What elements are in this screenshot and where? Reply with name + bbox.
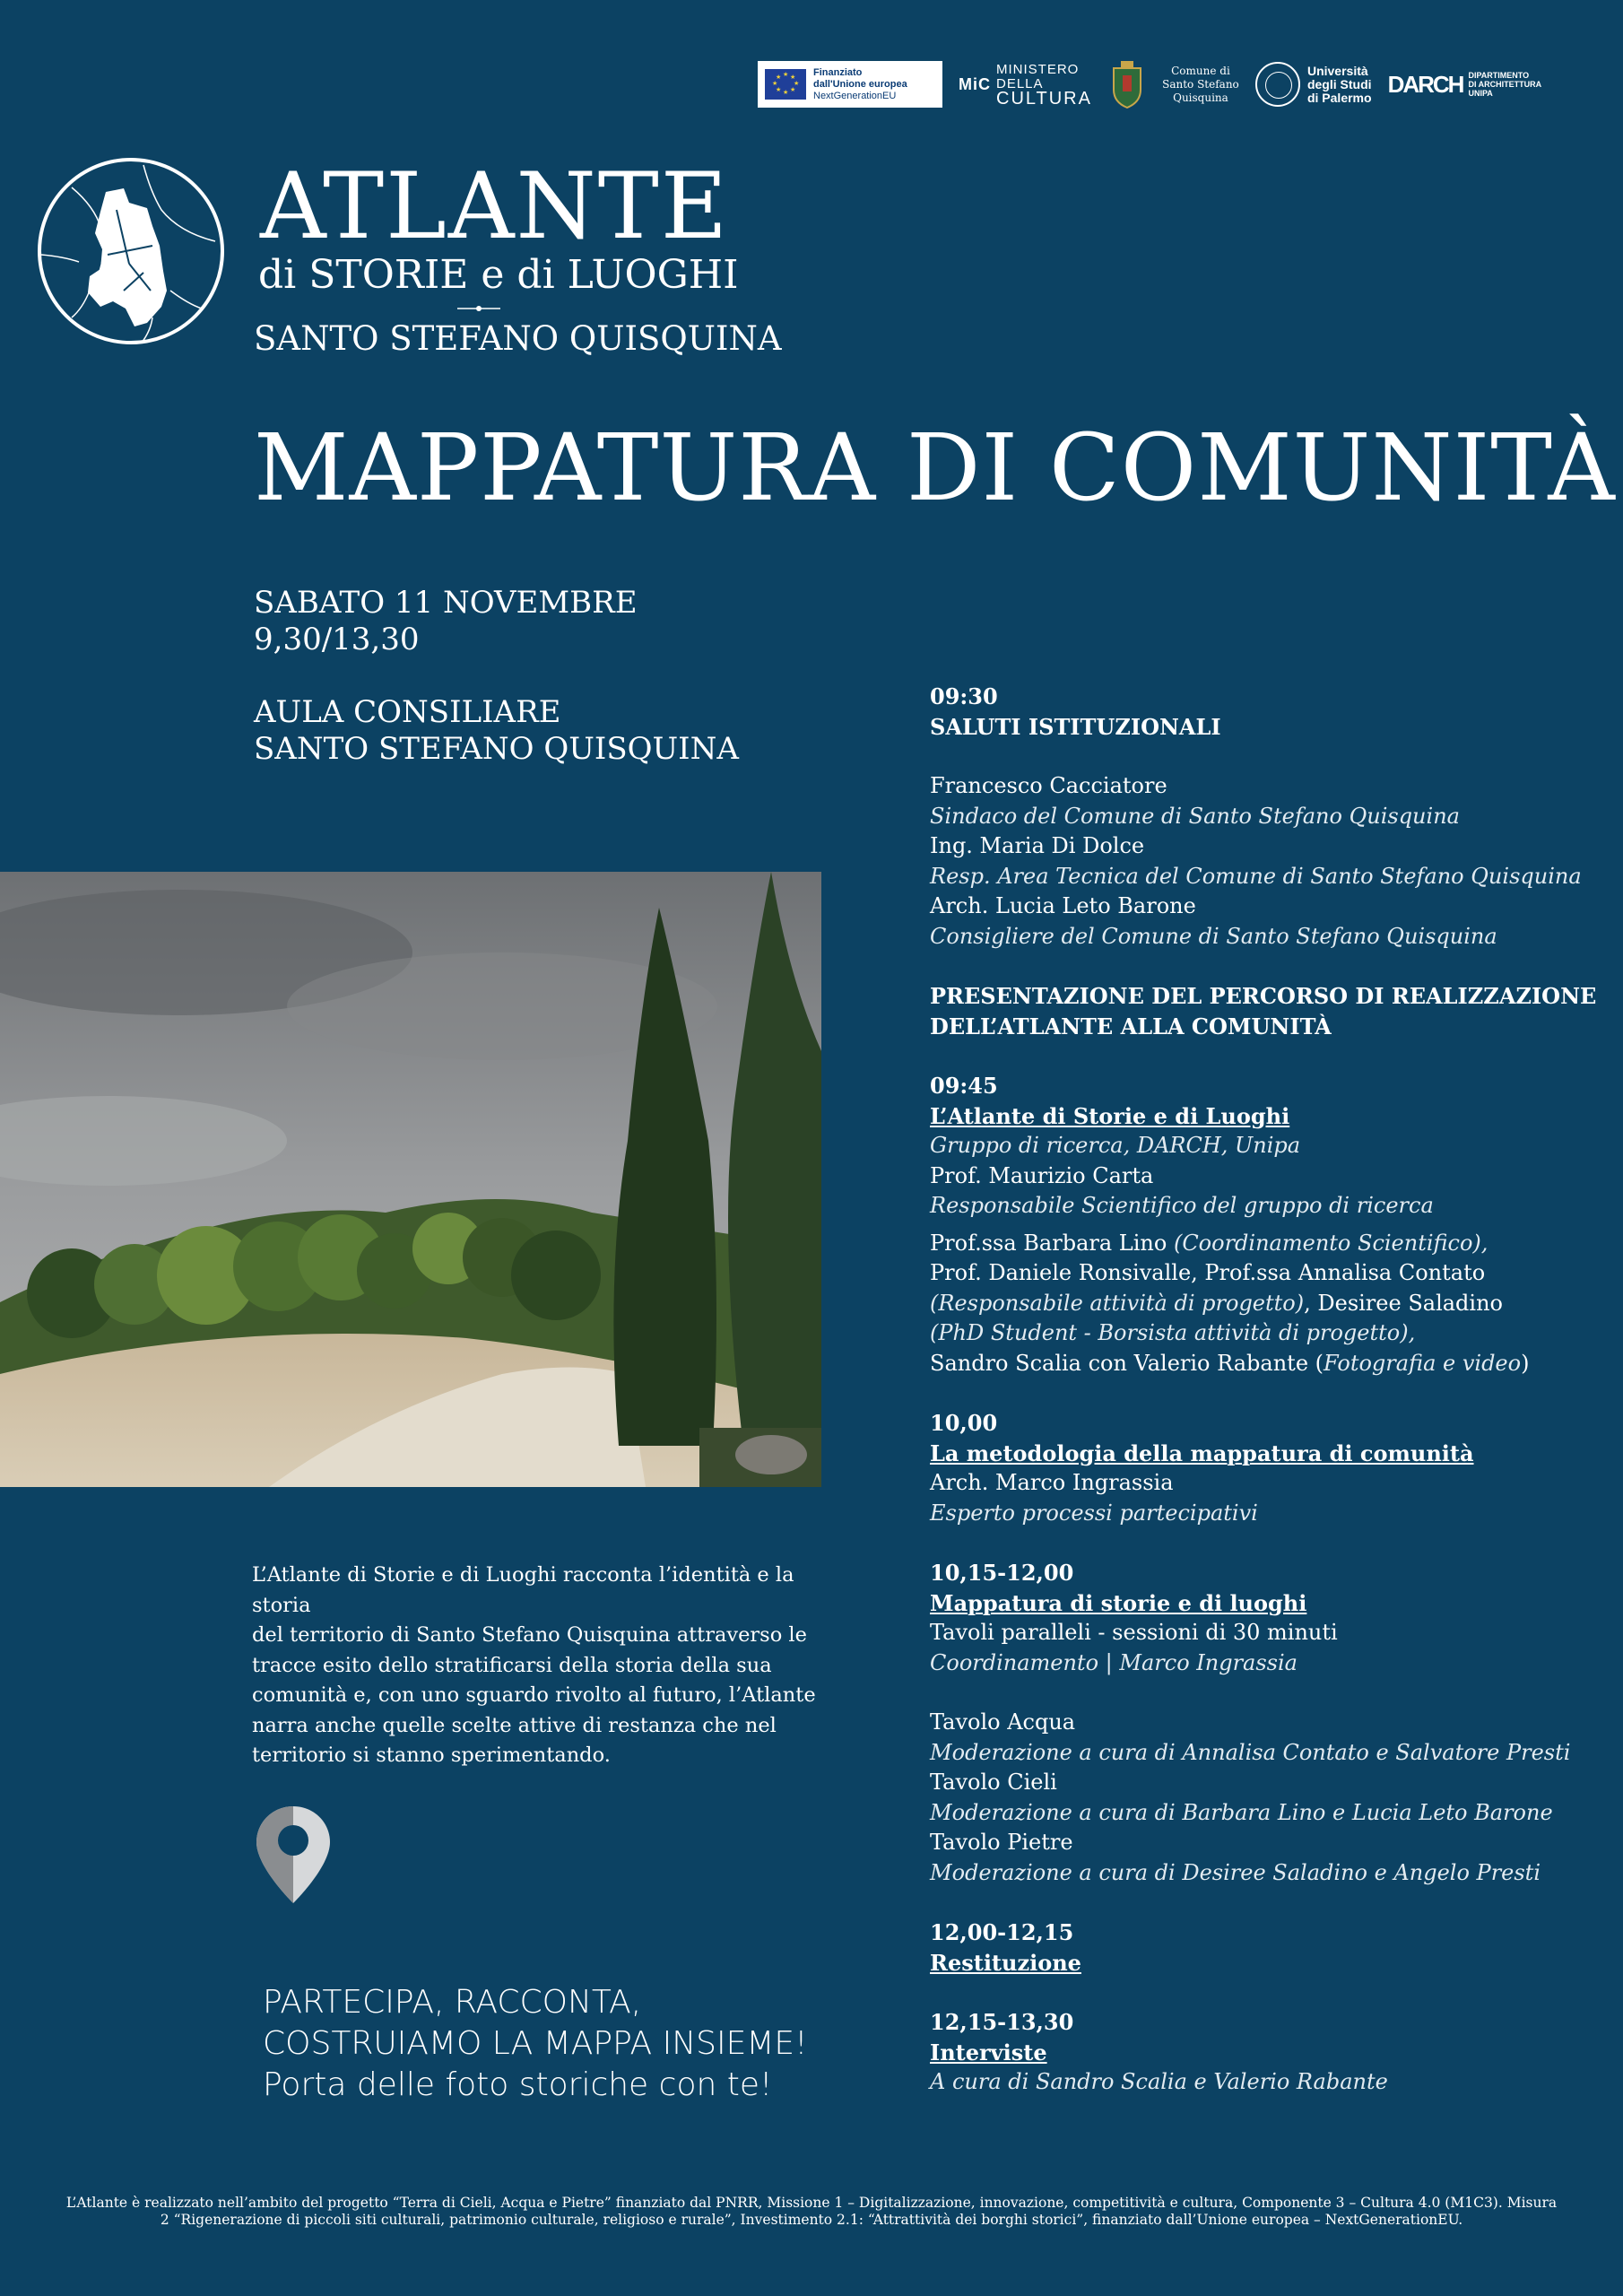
partner-logos: [758, 56, 1574, 113]
intro-line: territorio si stanno sperimentando.: [252, 1744, 611, 1767]
unipa-line2: degli Studi: [1306, 76, 1372, 91]
intro-line: comunità e, con uno sguardo rivolto al futuro, l’Atlante: [252, 1683, 816, 1707]
session-title: Restituzione: [930, 1949, 1081, 1976]
footer-line2: 2 “Rigenerazione di piccoli siti culturali, patrimonio culturale, religioso e rurale”, Investimento 2.1: “Attrattività dei borghi storici”, finanziato dall’Unione europea – NextGenerationEU.: [160, 2212, 1463, 2228]
mic-mark: MiC: [959, 74, 991, 93]
session-title: Mappatura di storie e di luoghi: [930, 1589, 1307, 1616]
section-heading: PRESENTAZIONE DEL PERCORSO DI REALIZZAZIONE: [930, 983, 1597, 1009]
cta-line2: COSTRUIAMO LA MAPPA INSIEME!: [263, 2025, 808, 2062]
call-to-action: [263, 1982, 808, 2106]
team-role: (PhD Student - Borsista attività di progetto),: [930, 1320, 1416, 1345]
team-role: (Coordinamento Scientifico),: [1173, 1230, 1488, 1256]
comune-line1: Comune di: [1171, 64, 1230, 77]
event-datetime: [254, 585, 638, 658]
session-time: 09:45: [930, 1073, 998, 1099]
mic-line2: DELLA: [996, 76, 1044, 91]
unipa-line1: Università: [1306, 63, 1368, 78]
darch-line1: DIPARTIMENTO: [1468, 71, 1530, 80]
unipa-seal-icon: [1255, 62, 1300, 107]
intro-line: tracce esito dello stratificarsi della storia della sua: [252, 1653, 772, 1677]
darch-line3: UNIPA: [1468, 89, 1493, 98]
eu-flag-icon: ★ ★ ★ ★ ★ ★ ★ ★: [765, 69, 806, 100]
team-member: Sandro Scalia con Valerio Rabante (: [930, 1350, 1324, 1376]
intro-paragraph: [252, 1561, 817, 1771]
comune-logo: [1162, 65, 1239, 105]
table-moderation: Moderazione a cura di Annalisa Contato e Salvatore Presti: [930, 1739, 1571, 1765]
team-member: , Desiree Saladino: [1304, 1290, 1503, 1316]
map-pin-icon: [255, 1805, 332, 1905]
brand-place: SANTO STEFANO QUISQUINA: [254, 319, 782, 358]
team-role: (Responsabile attività di progetto): [930, 1290, 1305, 1316]
atlante-map-logo-icon: [36, 156, 226, 346]
mic-line3: CULTURA: [996, 89, 1092, 109]
team-line: Prof. Daniele Ronsivalle, Prof.ssa Annalisa Contato: [930, 1260, 1486, 1285]
session-time: 10,15-12,00: [930, 1560, 1074, 1586]
session-description: A cura di Sandro Scalia e Valerio Rabante: [930, 2069, 1388, 2094]
session-time: 12,15-13,30: [930, 2009, 1074, 2035]
session-description: Tavoli paralleli - sessioni di 30 minuti: [930, 1620, 1338, 1645]
table-name: Tavolo Cieli: [930, 1770, 1057, 1795]
program-schedule: [930, 682, 1597, 2098]
speaker-name: Ing. Maria Di Dolce: [930, 833, 1145, 858]
darch-mark: DARCH: [1387, 71, 1463, 98]
speaker-role: Resp. Area Tecnica del Comune di Santo Stefano Quisquina: [930, 863, 1582, 889]
comune-line2: Santo Stefano: [1162, 77, 1239, 91]
table-name: Tavolo Acqua: [930, 1709, 1076, 1735]
section-heading: DELL’ATLANTE ALLA COMUNITÀ: [930, 1013, 1332, 1039]
eu-logo-line2: dall'Unione europea: [813, 78, 907, 90]
session-group: Gruppo di ricerca, DARCH, Unipa: [930, 1133, 1301, 1158]
divider-ornament: [457, 306, 500, 311]
session-coordination: Coordinamento | Marco Ingrassia: [930, 1649, 1298, 1675]
main-title: MAPPATURA DI COMUNITÀ: [254, 414, 1616, 522]
table-moderation: Moderazione a cura di Desiree Saladino e Angelo Presti: [930, 1859, 1541, 1885]
comune-line3: Quisquina: [1173, 91, 1228, 104]
speaker-name: Arch. Lucia Leto Barone: [930, 893, 1196, 918]
venue-line2: SANTO STEFANO QUISQUINA: [254, 731, 739, 767]
event-venue: [254, 694, 739, 768]
speaker-name: Prof. Maurizio Carta: [930, 1162, 1154, 1188]
footer-line1: L’Atlante è realizzato nell’ambito del progetto “Terra di Cieli, Acqua e Pietre” finanziato dal PNRR, Missione 1 – Digitalizzazione, innovazione, competitività e cultura, Componente 3 – Cultura 4.0 (M1C3). Misura: [65, 2195, 1558, 2211]
speaker-role: Responsabile Scientifico del gruppo di ricerca: [930, 1193, 1434, 1218]
team-line: [930, 1229, 1593, 1259]
event-date: SABATO 11 NOVEMBRE: [254, 585, 638, 621]
intro-line: del territorio di Santo Stefano Quisquina attraverso le: [252, 1623, 807, 1647]
eu-funding-logo: [758, 61, 942, 108]
mic-line1: MINISTERO: [996, 62, 1080, 77]
brand-subtitle: di STORIE e di LUOGHI: [258, 252, 739, 298]
table-name: Tavolo Pietre: [930, 1830, 1073, 1855]
eu-logo-line3: NextGenerationEU: [813, 90, 897, 101]
session-title: Interviste: [930, 2039, 1047, 2066]
eu-logo-line1: Finanziato: [813, 66, 863, 78]
session-title: SALUTI ISTITUZIONALI: [930, 713, 1221, 740]
brand-title: ATLANTE: [260, 153, 730, 260]
session-time: 12,00-12,15: [930, 1919, 1074, 1945]
speaker-role: Sindaco del Comune di Santo Stefano Quisquina: [930, 803, 1460, 829]
session-time: 09:30: [930, 683, 998, 709]
ministero-cultura-logo: [959, 62, 1092, 109]
event-time: 9,30/13,30: [254, 622, 420, 657]
team-member: Prof.ssa Barbara Lino: [930, 1230, 1174, 1256]
session-title: L’Atlante di Storie e di Luoghi: [930, 1102, 1290, 1129]
speaker-name: Francesco Cacciatore: [930, 773, 1167, 798]
footer-note: [36, 2195, 1587, 2229]
unipa-logo: [1255, 62, 1372, 107]
team-role: Fotografia e video: [1324, 1350, 1522, 1376]
speaker-role: Consigliere del Comune di Santo Stefano Quisquina: [930, 923, 1497, 949]
table-moderation: Moderazione a cura di Barbara Lino e Lucia Leto Barone: [930, 1799, 1553, 1825]
team-line: [930, 1349, 1593, 1379]
intro-line: narra anche quelle scelte attive di restanza che nel: [252, 1713, 777, 1737]
cta-line1: PARTECIPA, RACCONTA,: [263, 1984, 642, 2021]
comune-crest-icon: [1108, 59, 1146, 109]
team-line: [930, 1289, 1593, 1319]
unipa-line3: di Palermo: [1306, 90, 1372, 105]
landscape-photo: [0, 872, 821, 1487]
venue-line1: AULA CONSILIARE: [254, 694, 561, 730]
team-member: ): [1521, 1350, 1530, 1376]
darch-logo: [1388, 71, 1542, 98]
darch-line2: DI ARCHITETTURA: [1468, 80, 1542, 89]
speaker-role: Esperto processi partecipativi: [930, 1500, 1258, 1526]
cta-line3: Porta delle foto storiche con te!: [263, 2066, 773, 2103]
intro-line: L’Atlante di Storie e di Luoghi racconta l’identità e la storia: [252, 1563, 794, 1617]
session-time: 10,00: [930, 1410, 998, 1436]
speaker-name: Arch. Marco Ingrassia: [930, 1470, 1174, 1495]
session-title: La metodologia della mappatura di comunità: [930, 1439, 1474, 1466]
